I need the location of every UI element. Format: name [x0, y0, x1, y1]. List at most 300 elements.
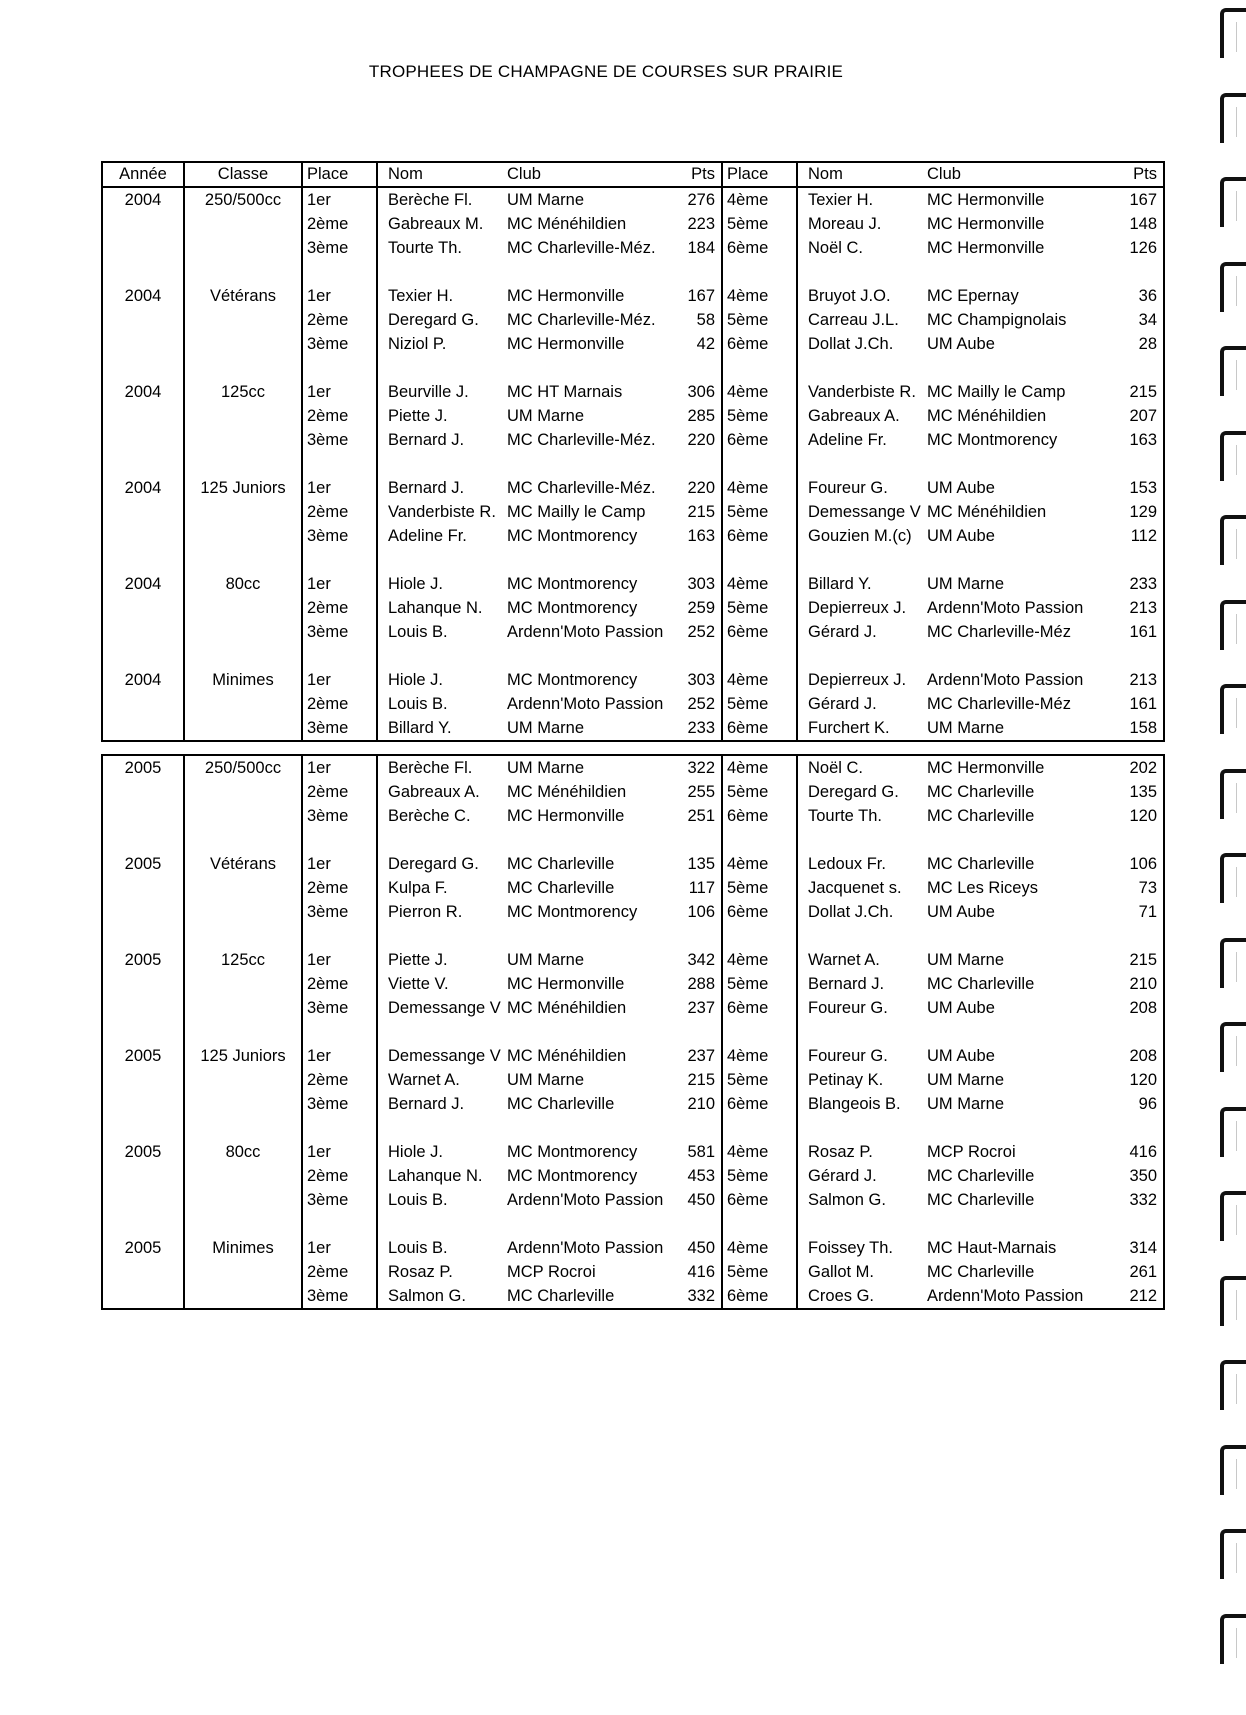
binder-ring-shape — [1220, 1529, 1246, 1579]
cell-pts: 215 — [674, 500, 722, 524]
header-nom-2: Nom — [797, 162, 921, 187]
cell-place: 1er — [302, 476, 377, 500]
spacer-cell — [377, 924, 501, 948]
binder-ring — [1210, 262, 1246, 326]
cell-pts: 117 — [674, 876, 722, 900]
spacer-row — [102, 548, 1164, 572]
cell-club-2: MC Hermonville — [921, 755, 1094, 780]
cell-nom-2: Depierreux J. — [808, 599, 907, 617]
binder-ring-shape — [1220, 262, 1246, 312]
spacer-cell — [377, 1212, 501, 1236]
binder-ring-shape — [1220, 346, 1246, 396]
cell-nom: Salmon G. — [377, 1284, 501, 1309]
cell-nom-2: Croes G. — [797, 1284, 921, 1309]
table-row — [102, 668, 1164, 692]
cell-club: MC Ménéhildien — [507, 999, 627, 1017]
cell-place: 1er — [302, 1044, 377, 1068]
table-row — [102, 404, 1164, 428]
cell-nom: Piette J. — [388, 407, 448, 425]
spacer-cell — [722, 1212, 797, 1236]
cell-club: MC Charleville-Méz. — [507, 479, 656, 497]
binder-ring-shape — [1220, 1614, 1246, 1664]
cell-pts-2: 112 — [1094, 524, 1164, 548]
cell-classe — [184, 500, 302, 524]
table-row — [102, 852, 1164, 876]
spacer-cell — [921, 924, 1094, 948]
cell-pts: 233 — [674, 716, 722, 741]
cell-club: UM Marne — [507, 407, 585, 425]
cell-pts: 416 — [674, 1260, 722, 1284]
cell-place: 3ème — [302, 996, 377, 1020]
table-row — [102, 212, 1164, 236]
cell-classe — [184, 1068, 302, 1092]
cell-pts-2: 215 — [1094, 948, 1164, 972]
cell-annee: 2005 — [102, 1236, 184, 1260]
cell-annee — [102, 596, 184, 620]
header-classe: Classe — [184, 162, 302, 187]
table-row — [102, 1236, 1164, 1260]
spacer-cell — [722, 356, 797, 380]
cell-club-2: UM Marne — [927, 1071, 1005, 1089]
cell-club-2: UM Aube — [927, 903, 995, 921]
table-row — [102, 1092, 1164, 1116]
binder-ring-shape — [1220, 431, 1246, 481]
cell-place-2: 5ème — [722, 308, 797, 332]
results-table-2004 — [101, 161, 1165, 742]
cell-nom: Gabreaux M. — [388, 215, 484, 233]
cell-classe: Vétérans — [184, 852, 302, 876]
spacer-cell — [102, 924, 184, 948]
binder-ring-shape — [1220, 8, 1246, 58]
cell-club-2: MC Haut-Marnais — [927, 1239, 1057, 1257]
spacer-cell — [184, 1116, 302, 1140]
cell-pts: 255 — [674, 780, 722, 804]
header-club: Club — [501, 162, 674, 187]
cell-annee: 2004 — [102, 284, 184, 308]
cell-nom-2: Gérard J. — [808, 1167, 877, 1185]
cell-classe — [184, 620, 302, 644]
binder-ring — [1210, 769, 1246, 833]
cell-annee: 2004 — [102, 380, 184, 404]
table-header-row — [102, 162, 1164, 187]
cell-club: Ardenn'Moto Passion — [507, 695, 664, 713]
spacer-cell — [501, 452, 674, 476]
spacer-cell — [722, 924, 797, 948]
cell-place: 1er — [302, 1140, 377, 1164]
cell-place: 2ème — [302, 212, 377, 236]
cell-club-2: UM Marne — [927, 575, 1005, 593]
spacer-cell — [377, 548, 501, 572]
cell-classe — [184, 1092, 302, 1116]
spacer-cell — [722, 452, 797, 476]
cell-pts: 106 — [674, 900, 722, 924]
cell-club-2: UM Marne — [921, 716, 1094, 741]
cell-pts: 252 — [674, 620, 722, 644]
cell-place: 2ème — [302, 692, 377, 716]
cell-club-2: MC Epernay — [927, 287, 1019, 305]
spacer-cell — [674, 828, 722, 852]
cell-place: 2ème — [302, 876, 377, 900]
spacer-cell — [102, 1020, 184, 1044]
cell-place-2: 5ème — [722, 972, 797, 996]
cell-annee — [102, 716, 184, 741]
cell-club: UM Marne — [507, 1071, 585, 1089]
binder-ring — [1210, 938, 1246, 1002]
cell-pts: 220 — [674, 428, 722, 452]
cell-place: 3ème — [302, 620, 377, 644]
cell-place: 3ème — [302, 428, 377, 452]
cell-nom: Lahanque N. — [388, 599, 483, 617]
spacer-cell — [501, 924, 674, 948]
cell-club-2: MC Charleville — [927, 807, 1035, 825]
spacer-cell — [921, 1020, 1094, 1044]
cell-place-2: 5ème — [722, 780, 797, 804]
cell-nom: Bernard J. — [388, 431, 465, 449]
spacer-cell — [921, 548, 1094, 572]
table-row — [102, 524, 1164, 548]
cell-pts-2: 261 — [1094, 1260, 1164, 1284]
cell-club-2: MC Charleville — [927, 1263, 1035, 1281]
cell-place: 2ème — [302, 500, 377, 524]
cell-pts-2: 120 — [1094, 804, 1164, 828]
cell-annee — [102, 1092, 184, 1116]
binder-ring — [1210, 346, 1246, 410]
cell-place: 2ème — [302, 780, 377, 804]
cell-club-2: MC Mailly le Camp — [927, 383, 1066, 401]
cell-nom: Gabreaux A. — [388, 783, 480, 801]
cell-pts: 251 — [674, 804, 722, 828]
cell-place-2: 6ème — [722, 428, 797, 452]
cell-pts-2: 120 — [1094, 1068, 1164, 1092]
binder-ring — [1210, 431, 1246, 495]
cell-place: 1er — [302, 187, 377, 212]
cell-pts-2: 73 — [1094, 876, 1164, 900]
cell-club: MC Hermonville — [507, 975, 625, 993]
cell-nom-2: Bernard J. — [808, 975, 885, 993]
spacer-cell — [1094, 924, 1164, 948]
cell-club-2: MC Charleville — [927, 783, 1035, 801]
spacer-cell — [501, 1116, 674, 1140]
cell-place-2: 5ème — [722, 596, 797, 620]
table-row — [102, 187, 1164, 212]
cell-pts: 237 — [674, 1044, 722, 1068]
table-row — [102, 996, 1164, 1020]
cell-pts-2: 212 — [1094, 1284, 1164, 1309]
cell-pts-2: 34 — [1094, 308, 1164, 332]
spacer-cell — [184, 548, 302, 572]
spacer-cell — [674, 1212, 722, 1236]
spacer-cell — [184, 828, 302, 852]
cell-nom: Vanderbiste R. — [388, 503, 496, 521]
cell-pts: 276 — [674, 187, 722, 212]
table-row — [102, 380, 1164, 404]
spacer-cell — [377, 828, 501, 852]
cell-club-2: MC Charleville — [927, 975, 1035, 993]
binder-ring-shape — [1220, 1445, 1246, 1495]
cell-pts: 167 — [674, 284, 722, 308]
spacer-cell — [722, 1116, 797, 1140]
cell-nom: Berèche Fl. — [388, 191, 473, 209]
cell-place-2: 5ème — [722, 404, 797, 428]
cell-annee: 2005 — [102, 1140, 184, 1164]
spacer-cell — [302, 924, 377, 948]
cell-pts-2: 71 — [1094, 900, 1164, 924]
cell-classe: 125 Juniors — [184, 1044, 302, 1068]
cell-classe — [184, 780, 302, 804]
cell-nom: Billard Y. — [377, 716, 501, 741]
cell-annee — [102, 1164, 184, 1188]
cell-pts: 259 — [674, 596, 722, 620]
cell-club-2: MC Charleville — [927, 855, 1035, 873]
spacer-cell — [1094, 644, 1164, 668]
cell-annee: 2004 — [102, 668, 184, 692]
spacer-cell — [797, 1020, 921, 1044]
cell-nom-2: Gérard J. — [808, 623, 877, 641]
header-place: Place — [302, 162, 377, 187]
cell-club: Ardenn'Moto Passion — [507, 1239, 664, 1257]
table-row — [102, 900, 1164, 924]
cell-pts: 306 — [674, 380, 722, 404]
cell-classe: Minimes — [184, 1236, 302, 1260]
spacer-cell — [377, 1116, 501, 1140]
cell-pts: 322 — [674, 755, 722, 780]
cell-nom-2: Texier H. — [808, 191, 874, 209]
binder-ring — [1210, 93, 1246, 157]
cell-club: MC HT Marnais — [507, 383, 623, 401]
cell-annee: 2005 — [102, 1044, 184, 1068]
cell-annee — [102, 876, 184, 900]
cell-place-2: 5ème — [722, 500, 797, 524]
binder-ring-shape — [1220, 938, 1246, 988]
spacer-cell — [302, 644, 377, 668]
cell-place-2: 5ème — [722, 212, 797, 236]
cell-nom-2: Tourte Th. — [808, 807, 882, 825]
cell-nom: Berèche C. — [388, 807, 471, 825]
table-row — [102, 1140, 1164, 1164]
spacer-cell — [797, 548, 921, 572]
binder-ring — [1210, 1107, 1246, 1171]
spacer-cell — [1094, 1212, 1164, 1236]
spacer-cell — [722, 548, 797, 572]
cell-club-2: MC Hermonville — [927, 215, 1045, 233]
table-row — [102, 1044, 1164, 1068]
cell-nom-2: Demessange V — [808, 503, 921, 521]
spacer-row — [102, 260, 1164, 284]
spacer-row — [102, 1212, 1164, 1236]
results-table-2005 — [101, 754, 1165, 1310]
cell-nom-2: Depierreux J. — [808, 671, 907, 689]
cell-pts-2: 314 — [1094, 1236, 1164, 1260]
cell-pts-2: 208 — [1094, 996, 1164, 1020]
spacer-cell — [302, 1116, 377, 1140]
cell-place-2: 5ème — [722, 1164, 797, 1188]
table-row — [102, 1188, 1164, 1212]
table-row — [102, 755, 1164, 780]
spacer-cell — [921, 828, 1094, 852]
cell-club: Ardenn'Moto Passion — [507, 623, 664, 641]
spacer-cell — [1094, 356, 1164, 380]
table-row — [102, 332, 1164, 356]
cell-classe: 80cc — [184, 572, 302, 596]
cell-pts-2: 215 — [1094, 380, 1164, 404]
binder-ring — [1210, 1360, 1246, 1424]
cell-club-2: UM Aube — [927, 335, 995, 353]
cell-nom-2: Vanderbiste R. — [808, 383, 916, 401]
cell-place-2: 6ème — [722, 804, 797, 828]
header-place-2: Place — [722, 162, 797, 187]
cell-place-2: 4ème — [722, 1044, 797, 1068]
cell-place: 1er — [302, 755, 377, 780]
spacer-cell — [184, 1020, 302, 1044]
cell-place-2: 6ème — [722, 1284, 797, 1309]
cell-place: 1er — [302, 948, 377, 972]
cell-nom-2: Salmon G. — [808, 1191, 886, 1209]
cell-nom-2: Noël C. — [808, 239, 864, 257]
binder-ring-shape — [1220, 769, 1246, 819]
cell-place-2: 5ème — [722, 1068, 797, 1092]
spacer-cell — [102, 1116, 184, 1140]
spacer-cell — [302, 1212, 377, 1236]
cell-pts: 58 — [674, 308, 722, 332]
cell-club: MC Montmorency — [507, 671, 638, 689]
cell-place: 1er — [302, 1236, 377, 1260]
cell-place: 3ème — [302, 332, 377, 356]
header-nom: Nom — [377, 162, 501, 187]
cell-club-2: MC Ménéhildien — [927, 503, 1047, 521]
cell-classe: 250/500cc — [184, 187, 302, 212]
cell-nom: Piette J. — [388, 951, 448, 969]
table-row — [102, 596, 1164, 620]
cell-pts-2: 163 — [1094, 428, 1164, 452]
cell-place-2: 4ème — [722, 187, 797, 212]
cell-annee — [102, 308, 184, 332]
binder-ring-shape — [1220, 1107, 1246, 1157]
cell-pts-2: 350 — [1094, 1164, 1164, 1188]
cell-pts-2: 106 — [1094, 852, 1164, 876]
cell-place: 3ème — [302, 1092, 377, 1116]
cell-nom-2: Ledoux Fr. — [808, 855, 886, 873]
cell-place: 2ème — [302, 308, 377, 332]
cell-place: 3ème — [302, 236, 377, 260]
cell-club-2: MC Charleville — [927, 1191, 1035, 1209]
cell-annee — [102, 236, 184, 260]
cell-classe — [184, 524, 302, 548]
cell-nom: Beurville J. — [388, 383, 469, 401]
spacer-cell — [102, 644, 184, 668]
binder-ring-shape — [1220, 93, 1246, 143]
spacer-cell — [501, 828, 674, 852]
cell-nom-2: Gallot M. — [808, 1263, 875, 1281]
table-row — [102, 692, 1164, 716]
cell-classe — [184, 1260, 302, 1284]
cell-place: 3ème — [302, 900, 377, 924]
cell-pts-2: 213 — [1094, 668, 1164, 692]
table-row — [102, 476, 1164, 500]
cell-nom-2: Warnet A. — [808, 951, 880, 969]
spacer-cell — [921, 1212, 1094, 1236]
cell-place: 1er — [302, 572, 377, 596]
cell-club-2: MC Hermonville — [927, 191, 1045, 209]
cell-nom: Demessange V — [388, 999, 501, 1017]
cell-nom: Pierron R. — [388, 903, 463, 921]
cell-classe — [184, 596, 302, 620]
cell-nom: Hiole J. — [388, 1143, 444, 1161]
cell-club: MC Charleville-Méz. — [507, 431, 656, 449]
cell-pts: 135 — [674, 852, 722, 876]
table-row — [102, 236, 1164, 260]
cell-nom-2: Bruyot J.O. — [808, 287, 891, 305]
spacer-cell — [377, 644, 501, 668]
cell-club: MC Montmorency — [507, 903, 638, 921]
spacer-cell — [102, 452, 184, 476]
cell-club: MC Charleville — [507, 1095, 615, 1113]
cell-club-2: MC Hermonville — [927, 239, 1045, 257]
cell-nom-2: Blangeois B. — [808, 1095, 901, 1113]
cell-place-2: 4ème — [722, 380, 797, 404]
table-row — [102, 1068, 1164, 1092]
cell-nom-2: Deregard G. — [808, 783, 899, 801]
binder-ring — [1210, 1191, 1246, 1255]
spacer-row — [102, 1116, 1164, 1140]
cell-pts: 252 — [674, 692, 722, 716]
cell-club-2: MCP Rocroi — [927, 1143, 1016, 1161]
cell-classe: Minimes — [184, 668, 302, 692]
cell-club: MC Montmorency — [507, 527, 638, 545]
cell-nom-2: Adeline Fr. — [808, 431, 887, 449]
spacer-cell — [674, 1020, 722, 1044]
page-title: TROPHEES DE CHAMPAGNE DE COURSES SUR PRAIRIE — [368, 62, 844, 81]
spacer-cell — [184, 452, 302, 476]
cell-nom: Lahanque N. — [388, 1167, 483, 1185]
cell-place: 3ème — [302, 1284, 377, 1309]
spacer-cell — [674, 452, 722, 476]
cell-classe — [184, 692, 302, 716]
cell-place: 2ème — [302, 404, 377, 428]
table-row — [102, 572, 1164, 596]
cell-place-2: 6ème — [722, 900, 797, 924]
cell-nom: Adeline Fr. — [388, 527, 467, 545]
binder-ring-shape — [1220, 1276, 1246, 1326]
spacer-cell — [797, 644, 921, 668]
spacer-cell — [184, 1212, 302, 1236]
cell-club: Ardenn'Moto Passion — [507, 1191, 664, 1209]
spacer-cell — [797, 1212, 921, 1236]
cell-nom: Warnet A. — [388, 1071, 460, 1089]
cell-club: UM Marne — [501, 755, 674, 780]
spacer-cell — [501, 356, 674, 380]
cell-place-2: 4ème — [722, 284, 797, 308]
cell-pts-2: 129 — [1094, 500, 1164, 524]
cell-nom-2: Rosaz P. — [808, 1143, 873, 1161]
binder-ring — [1210, 1022, 1246, 1086]
cell-annee — [102, 692, 184, 716]
cell-club: MC Charleville — [501, 1284, 674, 1309]
cell-place-2: 6ème — [722, 1092, 797, 1116]
cell-nom: Deregard G. — [388, 311, 479, 329]
cell-pts-2: 153 — [1094, 476, 1164, 500]
cell-nom-2: Petinay K. — [808, 1071, 884, 1089]
cell-place: 2ème — [302, 972, 377, 996]
cell-place: 3ème — [302, 524, 377, 548]
spacer-cell — [674, 548, 722, 572]
spacer-cell — [797, 1116, 921, 1140]
cell-classe: 125cc — [184, 948, 302, 972]
cell-classe — [184, 716, 302, 741]
cell-nom-2: Gabreaux A. — [808, 407, 900, 425]
cell-nom: Louis B. — [388, 1239, 448, 1257]
cell-annee — [102, 1068, 184, 1092]
binder-ring-shape — [1220, 1022, 1246, 1072]
